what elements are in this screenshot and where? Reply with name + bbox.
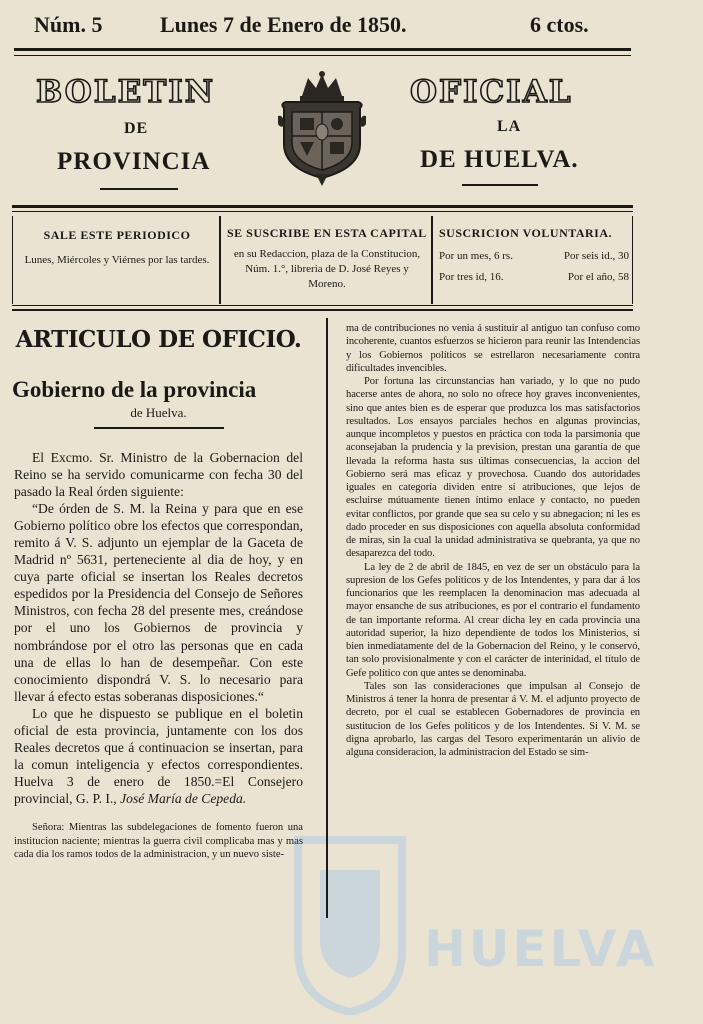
masthead-provincia: PROVINCIA bbox=[57, 148, 211, 175]
rate-row bbox=[439, 249, 629, 264]
info-box-rule-bottom bbox=[12, 305, 633, 306]
info-box-heading: SUSCRICION VOLUNTARIA. bbox=[439, 226, 613, 240]
report-paragraph: La ley de 2 de abril de 1845, en vez de ser un obstáculo para la supresion de los Gefes políticos y de los Intendentes, y para dar á los funcionarios que les reemplacen la denominacion mas adecuada al mayor ensanche de sus atribuciones, es por el contrario el fundamento de tan importante reforma. Al crear dicha ley en cada provincia una autoridad superior, la hizo dependiente de todos los Ministerios, si bien inmediatamente del de la Gobernacion del Reino, y le conservó, tan solo provisionalmente y con el carácter de interinidad, el título de Gefe político con que antes se denominaba. bbox=[346, 561, 640, 679]
info-box-divider bbox=[219, 216, 221, 304]
subsection-subtitle: de Huelva. bbox=[130, 405, 187, 420]
rate-item: Por un mes, 6 rs. bbox=[439, 250, 513, 262]
rate-item: Por tres id, 16. bbox=[439, 271, 504, 283]
article-paragraph: “De órden de S. M. la Reina y para que en ese Gobierno político obre los efectos que correspondan, remito á V. S. adjunto un ejemplar de la Gaceta de Madrid nº 5631, perteneciente al dia de hoy, y en cuya parte oficial se insertan los Reales decretos espedidos por la Presidencia del Consejo de Señores Ministros, con fecha 28 del presente mes, creándose por el uno los Gobiernos de provincia y nombrándose por el otro las personas que en cada una de ellas lo han de desempeñar. Con este conocimiento dispondrá V. S. lo necesario para llevar á efecto estas soberanas disposiciones.“ bbox=[14, 500, 303, 704]
issue-number: Núm. 5 bbox=[34, 12, 103, 37]
watermark-text: HUELVA bbox=[424, 920, 658, 978]
watermark bbox=[290, 830, 690, 1020]
issue-price: 6 ctos. bbox=[530, 12, 589, 37]
rate-row bbox=[439, 270, 629, 285]
info-box-strip bbox=[12, 216, 633, 304]
info-box-text: Lunes, Miércoles y Viérnes por las tardes. bbox=[24, 254, 210, 266]
article-body bbox=[14, 449, 303, 808]
masthead bbox=[0, 0, 703, 200]
info-box-publication bbox=[19, 228, 215, 268]
article-paragraph bbox=[14, 705, 303, 808]
report-paragraph: Señora: Mientras las subdelegaciones de fomento fueron una institucion naciente; mientras la guerra civil complicaba mas y mas cada dia los ramos todos de la administracion, y un nuevo siste- bbox=[14, 822, 303, 861]
masthead-word-la: LA bbox=[497, 118, 522, 135]
masthead-word-de: DE bbox=[124, 120, 149, 137]
issue-date: Lunes 7 de Enero de 1850. bbox=[160, 12, 407, 37]
report-paragraph: ma de contribuciones no venia á sustituir al antiguo tan confuso como incoherente, cuantos esfuerzos se hicieron para reunir las Intendencias y los Gobiernos políticos se estrellaron necesariamente contra dificultades invencibles. bbox=[346, 323, 640, 374]
masthead-underline-left bbox=[100, 188, 178, 190]
royal-coat-of-arms-icon bbox=[278, 70, 366, 188]
left-column bbox=[14, 326, 303, 862]
masthead-de-huelva: DE HUELVA. bbox=[420, 146, 579, 173]
subsection-title: Gobierno de la provincia bbox=[12, 377, 257, 402]
subsection-rule bbox=[94, 427, 224, 429]
column-divider bbox=[326, 318, 328, 918]
masthead-underline-right bbox=[462, 184, 538, 186]
info-box-heading: SE SUSCRIBE EN ESTA CAPITAL bbox=[227, 226, 427, 240]
masthead-rule-bottom-thin bbox=[12, 211, 633, 212]
info-box-heading: SALE ESTE PERIODICO bbox=[43, 228, 191, 242]
info-box-rates bbox=[439, 226, 629, 285]
article-paragraph-text: Lo que he dispuesto se publique en el boletin oficial de esta provincia, juntamente con los dos Reales decretos que á continuacion se insertan, para la comun inteligencia y efectos correspondientes. Huelva 3 de enero de 1850.=El Consejero provincial, G. P. I., bbox=[14, 705, 303, 807]
report-paragraph: Por fortuna las circunstancias han variado, y lo que no pudo hacerse antes de ahora, no solo no ofrece hoy graves inconvenientes, sino que antes bien es de esperar que produzca los mas satisfactorios resultados. Los ensayos parciales hechos en algunas provincias, aunque incompletos y puestos en práctica con toda la parsimonia que aconsejaban la prudencia y la prevision, prestan una garantía de que llevada la reforma hasta sus últimas consecuencias, la accion del Gobierno será mas eficaz y provechosa. Cuando dos autoridades iguales en categoría dividen entre sí atribuciones, que lejos de escluirse mútuamente tienen íntimo enlace y contacto, no pueden evitar conflictos, por grande que sea su celo y su abnegacion; ni les es dado proceder en sus disposiciones con aquella absoluta conformidad de miras, sin la cual la unidad administrativa se quebranta, ya que no desaparezca del todo. bbox=[346, 376, 640, 560]
info-box-divider bbox=[431, 216, 433, 304]
report-opening bbox=[14, 821, 303, 862]
report-paragraph: Tales son las consideraciones que impulsan al Consejo de Ministros á tener la honra de presentar á V. M. el adjunto proyecto de decreto, por el cual se establecen Gobernadores de provincia en sustitucion de los Gefes políticos y de los Intendentes. Si V. M. se digna aprobarlo, las cargas del Tesoro experimentarán un alivio de alguna consideracion, la administracion del Estado se sim- bbox=[346, 680, 640, 758]
section-title: ARTICULO DE OFICIO. bbox=[15, 326, 302, 353]
masthead-title-right: OFICIAL bbox=[410, 74, 573, 110]
info-box-text: en su Redaccion, plaza de la Constitucion, Núm. 1.°, libreria de D. José Reyes y Moreno. bbox=[233, 248, 421, 290]
info-box-rule-bottom-2 bbox=[12, 309, 633, 311]
masthead-title-left: BOLETIN bbox=[36, 74, 216, 110]
rate-item: Por seis id., 30 bbox=[563, 250, 629, 262]
rate-item: Por el año, 58 bbox=[567, 271, 629, 283]
right-column bbox=[346, 322, 640, 759]
masthead-rule-bottom bbox=[12, 205, 633, 208]
article-paragraph: El Excmo. Sr. Ministro de la Gobernacion del Reino se ha servido comunicarme con fecha 30 del pasado la Real órden siguiente: bbox=[14, 449, 303, 499]
signature: José María de Cepeda. bbox=[120, 791, 247, 807]
shield-logo-icon bbox=[290, 830, 410, 1015]
info-box-subscription bbox=[227, 226, 427, 292]
